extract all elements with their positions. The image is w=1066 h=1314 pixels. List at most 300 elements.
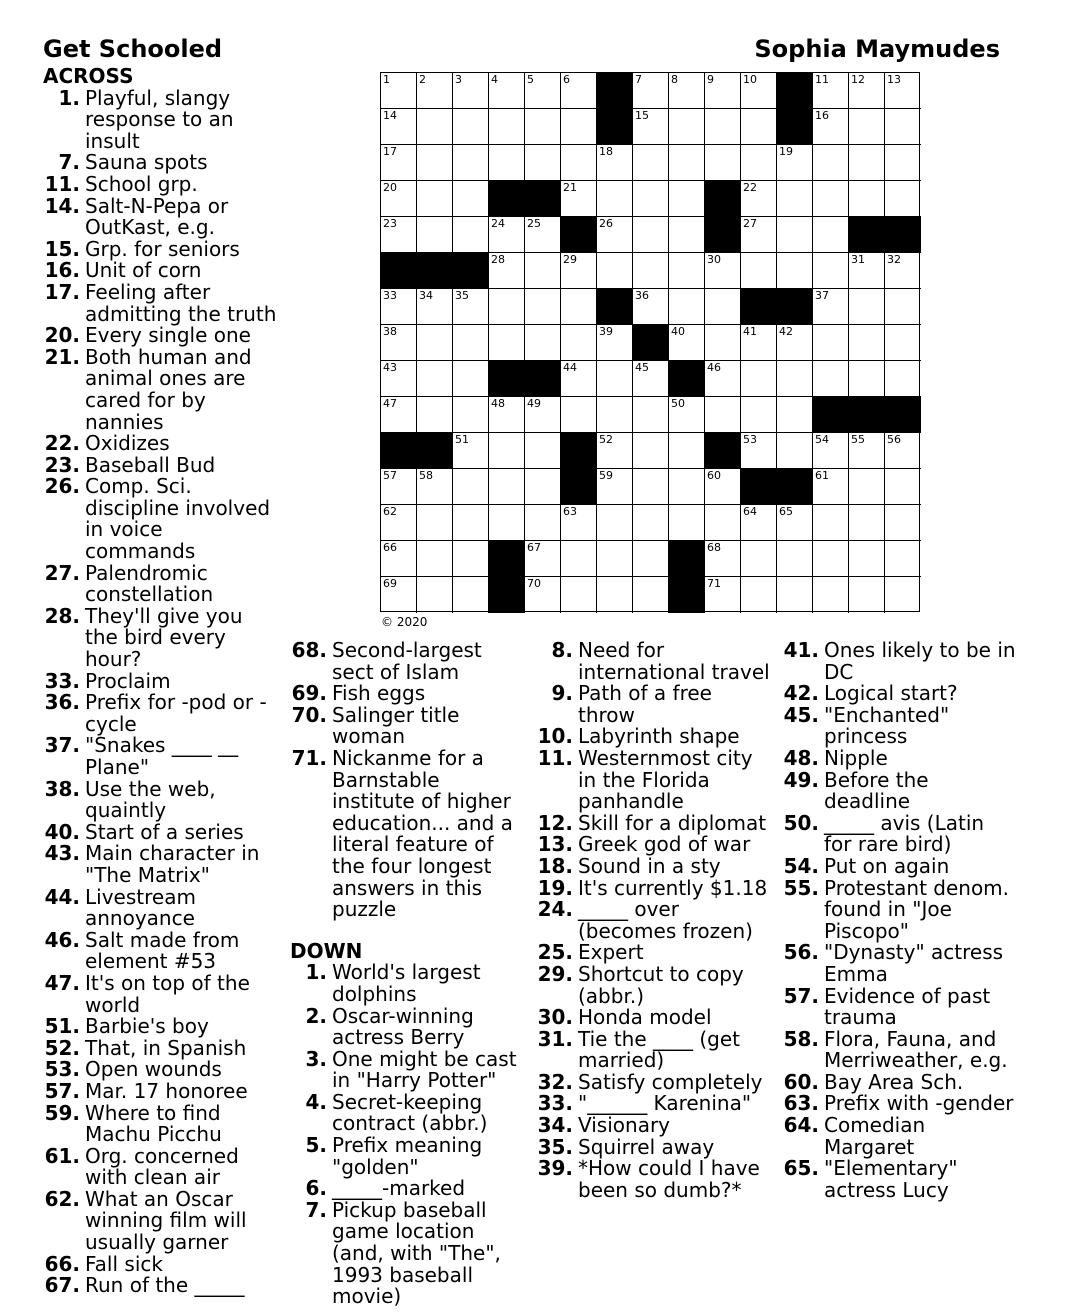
cell-number: 61 (815, 469, 829, 482)
clue-number: 47. (44, 970, 80, 995)
clue-text: Main character in "The Matrix" (85, 841, 260, 887)
across-clue (43, 1275, 278, 1297)
grid-cell[interactable] (453, 325, 489, 361)
grid-cell[interactable] (849, 541, 885, 577)
down-clue (782, 640, 1017, 683)
grid-cell-black (597, 289, 633, 325)
grid-cell[interactable] (885, 361, 921, 397)
cell-number: 54 (815, 433, 829, 446)
grid-cell[interactable] (525, 469, 561, 505)
grid-cell[interactable] (633, 505, 669, 541)
grid-cell[interactable] (489, 397, 525, 433)
grid-cell[interactable] (849, 469, 885, 505)
clue-number: 29. (537, 961, 573, 986)
clue-number: 16. (44, 258, 80, 283)
grid-cell[interactable] (633, 145, 669, 181)
grid-cell[interactable] (777, 145, 813, 181)
grid-cell[interactable] (885, 577, 921, 613)
grid-cell[interactable] (633, 109, 669, 145)
grid-cell[interactable] (453, 145, 489, 181)
grid-cell[interactable] (849, 505, 885, 541)
grid-cell[interactable] (633, 433, 669, 469)
grid-cell[interactable] (381, 289, 417, 325)
grid-cell-black (669, 577, 705, 613)
clue-text: Prefix meaning "golden" (332, 1133, 483, 1179)
grid-cell[interactable] (525, 73, 561, 109)
grid-cell[interactable] (705, 397, 741, 433)
clue-text: Playful, slangy response to an insult (85, 85, 234, 153)
clue-text: Open wounds (85, 1057, 222, 1082)
grid-cell[interactable] (489, 469, 525, 505)
grid-cell[interactable] (777, 433, 813, 469)
grid-cell[interactable] (381, 109, 417, 145)
grid-cell[interactable] (381, 505, 417, 541)
grid-cell[interactable] (705, 541, 741, 577)
cell-number: 25 (527, 217, 541, 230)
grid-cell[interactable] (597, 217, 633, 253)
grid-cell[interactable] (777, 397, 813, 433)
clue-text: It's currently $1.18 (578, 875, 768, 900)
grid-cell[interactable] (417, 109, 453, 145)
clue-text: Tie the ____ (get married) (578, 1026, 741, 1073)
grid-cell[interactable] (597, 469, 633, 505)
grid-cell[interactable] (381, 541, 417, 577)
grid-cell[interactable] (885, 109, 921, 145)
grid-cell-black (741, 469, 777, 505)
clue-text: Prefix for -pod or -cycle (85, 690, 267, 736)
grid-cell[interactable] (669, 397, 705, 433)
grid-cell[interactable] (741, 541, 777, 577)
grid-cell[interactable] (669, 433, 705, 469)
grid-cell[interactable] (669, 469, 705, 505)
grid-cell[interactable] (705, 289, 741, 325)
clue-number: 26. (44, 474, 80, 499)
grid-cell[interactable] (885, 253, 921, 289)
grid-cell[interactable] (597, 433, 633, 469)
grid-cell[interactable] (381, 217, 417, 253)
grid-cell[interactable] (813, 289, 849, 325)
grid-cell[interactable] (417, 397, 453, 433)
grid-cell[interactable] (885, 181, 921, 217)
grid-cell[interactable] (453, 505, 489, 541)
grid-cell[interactable] (633, 253, 669, 289)
cell-number: 2 (419, 73, 426, 86)
cell-number: 56 (887, 433, 901, 446)
grid-cell[interactable] (885, 541, 921, 577)
grid-cell[interactable] (777, 505, 813, 541)
grid-cell[interactable] (417, 325, 453, 361)
down-clue (536, 640, 771, 683)
grid-cell[interactable] (597, 505, 633, 541)
clue-number: 46. (44, 927, 80, 952)
clue-number: 40. (44, 819, 80, 844)
clue-number: 44. (44, 884, 80, 909)
grid-cell[interactable] (597, 325, 633, 361)
grid-cell[interactable] (741, 577, 777, 613)
grid-cell[interactable] (561, 181, 597, 217)
down-clue (782, 853, 1017, 878)
puzzle-title: Get Schooled (43, 35, 223, 63)
grid-cell[interactable] (849, 361, 885, 397)
grid-cell[interactable] (525, 397, 561, 433)
down-clue (782, 942, 1017, 985)
grid-cell[interactable] (813, 541, 849, 577)
clue-number: 21. (44, 344, 80, 369)
grid-cell[interactable] (633, 361, 669, 397)
grid-cell[interactable] (381, 469, 417, 505)
across-clue (290, 745, 525, 922)
down-clue (290, 1003, 525, 1050)
grid-cell[interactable] (885, 433, 921, 469)
clue-number: 20. (44, 323, 80, 348)
grid-cell[interactable] (561, 145, 597, 181)
across-clue (43, 1035, 278, 1060)
grid-cell[interactable] (777, 181, 813, 217)
grid-cell[interactable] (453, 469, 489, 505)
grid-cell[interactable] (381, 181, 417, 217)
grid-cell[interactable] (705, 361, 741, 397)
grid-cell[interactable] (453, 289, 489, 325)
clue-number: 10. (537, 724, 573, 749)
grid-cell[interactable] (453, 397, 489, 433)
grid-cell[interactable] (885, 145, 921, 181)
grid-cell[interactable] (633, 469, 669, 505)
grid-cell[interactable] (417, 289, 453, 325)
grid-cell[interactable] (453, 433, 489, 469)
grid-cell[interactable] (417, 217, 453, 253)
grid-cell[interactable] (597, 181, 633, 217)
grid-cell[interactable] (741, 325, 777, 361)
grid-cell[interactable] (777, 541, 813, 577)
grid-cell[interactable] (381, 397, 417, 433)
down-clue (782, 983, 1017, 1030)
grid-cell[interactable] (597, 397, 633, 433)
cell-number: 38 (383, 325, 397, 338)
grid-cell[interactable] (849, 181, 885, 217)
grid-cell[interactable] (381, 325, 417, 361)
grid-cell[interactable] (417, 541, 453, 577)
grid-cell[interactable] (705, 145, 741, 181)
clue-number: 42. (783, 681, 819, 706)
across-clue (290, 640, 525, 683)
grid-cell[interactable] (561, 541, 597, 577)
grid-cell[interactable] (381, 145, 417, 181)
clue-text: That, in Spanish (85, 1035, 247, 1060)
grid-cell[interactable] (885, 73, 921, 109)
clue-text: Ones likely to be in DC (824, 638, 1016, 684)
grid-cell[interactable] (597, 253, 633, 289)
grid-cell[interactable] (561, 289, 597, 325)
across-clue (43, 668, 278, 693)
clue-number: 43. (44, 841, 80, 866)
grid-cell[interactable] (885, 325, 921, 361)
grid-cell[interactable] (381, 361, 417, 397)
across-clue (43, 260, 278, 282)
grid-cell[interactable] (813, 505, 849, 541)
clue-text: Put on again (824, 853, 950, 878)
grid-cell[interactable] (813, 433, 849, 469)
grid-cell[interactable] (849, 325, 885, 361)
grid-cell[interactable] (489, 109, 525, 145)
clue-text: Salt made from element #53 (85, 927, 240, 974)
cell-number: 6 (563, 73, 570, 86)
clue-number: 1. (305, 960, 327, 985)
grid-cell[interactable] (849, 253, 885, 289)
grid-cell[interactable] (741, 505, 777, 541)
cell-number: 4 (491, 73, 498, 86)
grid-cell[interactable] (669, 325, 705, 361)
grid-cell[interactable] (561, 577, 597, 613)
grid-cell[interactable] (597, 577, 633, 613)
grid-cell-black (417, 253, 453, 289)
grid-cell[interactable] (417, 145, 453, 181)
clue-number: 14. (44, 193, 80, 218)
grid-cell[interactable] (525, 325, 561, 361)
grid-cell[interactable] (489, 289, 525, 325)
grid-cell[interactable] (525, 145, 561, 181)
grid-cell[interactable] (849, 289, 885, 325)
clue-number: 7. (58, 150, 80, 175)
clue-text: Squirrel away (578, 1134, 715, 1159)
cell-number: 58 (419, 469, 433, 482)
down-clue (536, 1026, 771, 1073)
grid-cell[interactable] (849, 73, 885, 109)
grid-cell[interactable] (525, 577, 561, 613)
grid-cell[interactable] (525, 433, 561, 469)
grid-cell[interactable] (813, 325, 849, 361)
grid-cell[interactable] (525, 253, 561, 289)
grid-cell[interactable] (813, 577, 849, 613)
grid-cell[interactable] (417, 73, 453, 109)
grid-cell[interactable] (417, 577, 453, 613)
cell-number: 52 (599, 433, 613, 446)
clue-number: 31. (537, 1026, 573, 1051)
clue-text: _____ over (becomes frozen) (578, 897, 753, 943)
cell-number: 63 (563, 505, 577, 518)
grid-cell[interactable] (813, 469, 849, 505)
grid-cell[interactable] (885, 469, 921, 505)
clue-text: Honda model (578, 1005, 712, 1030)
clue-text: Comp. Sci. discipline involved in voice commands (85, 474, 271, 564)
across-clue (43, 819, 278, 844)
grid-cell[interactable] (777, 325, 813, 361)
grid-cell[interactable] (525, 289, 561, 325)
grid-cell[interactable] (633, 289, 669, 325)
grid-cell[interactable] (813, 181, 849, 217)
cell-number: 36 (635, 289, 649, 302)
grid-cell[interactable] (633, 181, 669, 217)
grid-cell-black (705, 181, 741, 217)
grid-cell[interactable] (705, 577, 741, 613)
grid-cell[interactable] (453, 73, 489, 109)
across-clue (43, 152, 278, 174)
cell-number: 31 (851, 253, 865, 266)
grid-cell[interactable] (597, 361, 633, 397)
grid-cell[interactable] (669, 289, 705, 325)
grid-cell[interactable] (633, 541, 669, 577)
grid-cell[interactable] (453, 217, 489, 253)
clue-number: 65. (783, 1156, 819, 1181)
clue-number: 51. (44, 1014, 80, 1039)
grid-cell[interactable] (669, 505, 705, 541)
grid-cell[interactable] (669, 181, 705, 217)
grid-cell[interactable] (561, 325, 597, 361)
grid-cell[interactable] (453, 109, 489, 145)
grid-cell[interactable] (453, 181, 489, 217)
grid-cell[interactable] (633, 217, 669, 253)
grid-cell[interactable] (417, 361, 453, 397)
grid-cell[interactable] (597, 541, 633, 577)
clue-number: 25. (537, 940, 573, 965)
clue-text: Path of a free throw (578, 681, 712, 727)
grid-cell[interactable] (453, 361, 489, 397)
clue-number: 22. (44, 431, 80, 456)
grid-cell[interactable] (813, 109, 849, 145)
grid-cell[interactable] (705, 325, 741, 361)
clue-text: Need for international travel (578, 638, 770, 684)
grid-cell[interactable] (417, 181, 453, 217)
grid-cell[interactable] (849, 577, 885, 613)
grid-cell[interactable] (669, 109, 705, 145)
grid-cell[interactable] (525, 505, 561, 541)
grid-cell-black (453, 253, 489, 289)
grid-cell[interactable] (489, 253, 525, 289)
down-clue (536, 1093, 771, 1115)
grid-cell[interactable] (417, 469, 453, 505)
grid-cell[interactable] (669, 217, 705, 253)
clue-number: 66. (44, 1251, 80, 1276)
clue-number: 50. (783, 810, 819, 835)
grid-cell[interactable] (561, 109, 597, 145)
clue-number: 53. (44, 1057, 80, 1082)
grid-cell[interactable] (885, 505, 921, 541)
grid-cell[interactable] (705, 109, 741, 145)
grid-cell[interactable] (813, 145, 849, 181)
across-clue (43, 1016, 278, 1038)
clue-number: 23. (44, 452, 80, 477)
clue-text: Shortcut to copy (abbr.) (578, 961, 744, 1008)
grid-cell-black (561, 469, 597, 505)
down-clue (290, 962, 525, 1005)
grid-cell[interactable] (777, 361, 813, 397)
clue-text: Oxidizes (85, 431, 170, 456)
grid-cell[interactable] (489, 73, 525, 109)
grid-cell[interactable] (741, 433, 777, 469)
grid-cell[interactable] (525, 541, 561, 577)
grid-cell[interactable] (741, 73, 777, 109)
grid-cell[interactable] (417, 505, 453, 541)
crossword-grid (380, 72, 920, 612)
grid-cell[interactable] (489, 505, 525, 541)
grid-cell[interactable] (849, 433, 885, 469)
grid-cell[interactable] (705, 73, 741, 109)
grid-cell[interactable] (489, 217, 525, 253)
grid-cell[interactable] (525, 217, 561, 253)
grid-cell[interactable] (741, 253, 777, 289)
cell-number: 45 (635, 361, 649, 374)
grid-cell[interactable] (705, 253, 741, 289)
grid-cell[interactable] (561, 253, 597, 289)
grid-cell[interactable] (561, 361, 597, 397)
author-name: Sophia Maymudes (754, 35, 1000, 63)
grid-cell[interactable] (669, 145, 705, 181)
across-clue (43, 884, 278, 931)
grid-cell[interactable] (633, 73, 669, 109)
grid-cell[interactable] (561, 505, 597, 541)
clue-number: 28. (44, 603, 80, 628)
grid-cell[interactable] (813, 217, 849, 253)
across-clue (43, 433, 278, 455)
grid-cell[interactable] (525, 109, 561, 145)
clue-number: 49. (783, 767, 819, 792)
clue-text: Palendromic constellation (85, 560, 214, 607)
clue-text: Start of a series (85, 819, 244, 844)
grid-cell[interactable] (741, 217, 777, 253)
grid-cell[interactable] (777, 253, 813, 289)
grid-cell[interactable] (489, 433, 525, 469)
clue-text: Second-largest sect of Islam (332, 638, 482, 684)
grid-cell[interactable] (669, 73, 705, 109)
grid-cell[interactable] (381, 73, 417, 109)
clue-text: Skill for a diplomat (578, 810, 767, 835)
clue-text: Where to find Machu Picchu (85, 1100, 222, 1147)
grid-cell[interactable] (705, 505, 741, 541)
grid-cell-black (381, 433, 417, 469)
grid-cell-black (489, 577, 525, 613)
grid-cell[interactable] (849, 145, 885, 181)
grid-cell[interactable] (381, 577, 417, 613)
grid-cell[interactable] (633, 397, 669, 433)
clue-number: 18. (537, 853, 573, 878)
grid-cell[interactable] (741, 145, 777, 181)
cell-number: 64 (743, 505, 757, 518)
grid-cell[interactable] (777, 217, 813, 253)
clue-number: 39. (537, 1156, 573, 1181)
clue-number: 55. (783, 875, 819, 900)
grid-cell[interactable] (489, 325, 525, 361)
grid-cell[interactable] (489, 145, 525, 181)
grid-cell[interactable] (813, 361, 849, 397)
grid-cell[interactable] (453, 577, 489, 613)
down-clue (536, 726, 771, 748)
grid-cell[interactable] (741, 181, 777, 217)
grid-cell[interactable] (741, 397, 777, 433)
grid-cell[interactable] (885, 289, 921, 325)
grid-cell[interactable] (813, 73, 849, 109)
down-clue (782, 1158, 1017, 1201)
grid-cell[interactable] (669, 253, 705, 289)
grid-cell[interactable] (813, 253, 849, 289)
grid-cell[interactable] (741, 109, 777, 145)
clue-number: 24. (537, 897, 573, 922)
grid-cell[interactable] (741, 361, 777, 397)
clue-number: 19. (537, 875, 573, 900)
grid-cell[interactable] (561, 397, 597, 433)
grid-cell[interactable] (633, 577, 669, 613)
clue-text: Sauna spots (85, 150, 208, 175)
grid-cell[interactable] (453, 541, 489, 577)
cell-number: 69 (383, 577, 397, 590)
clue-number: 13. (537, 832, 573, 857)
clue-text: Use the web, quaintly (85, 776, 216, 823)
grid-cell[interactable] (849, 109, 885, 145)
clue-number: 36. (44, 690, 80, 715)
grid-cell[interactable] (705, 469, 741, 505)
grid-cell[interactable] (597, 145, 633, 181)
grid-cell[interactable] (777, 577, 813, 613)
across-clue (43, 603, 278, 672)
grid-cell[interactable] (561, 73, 597, 109)
